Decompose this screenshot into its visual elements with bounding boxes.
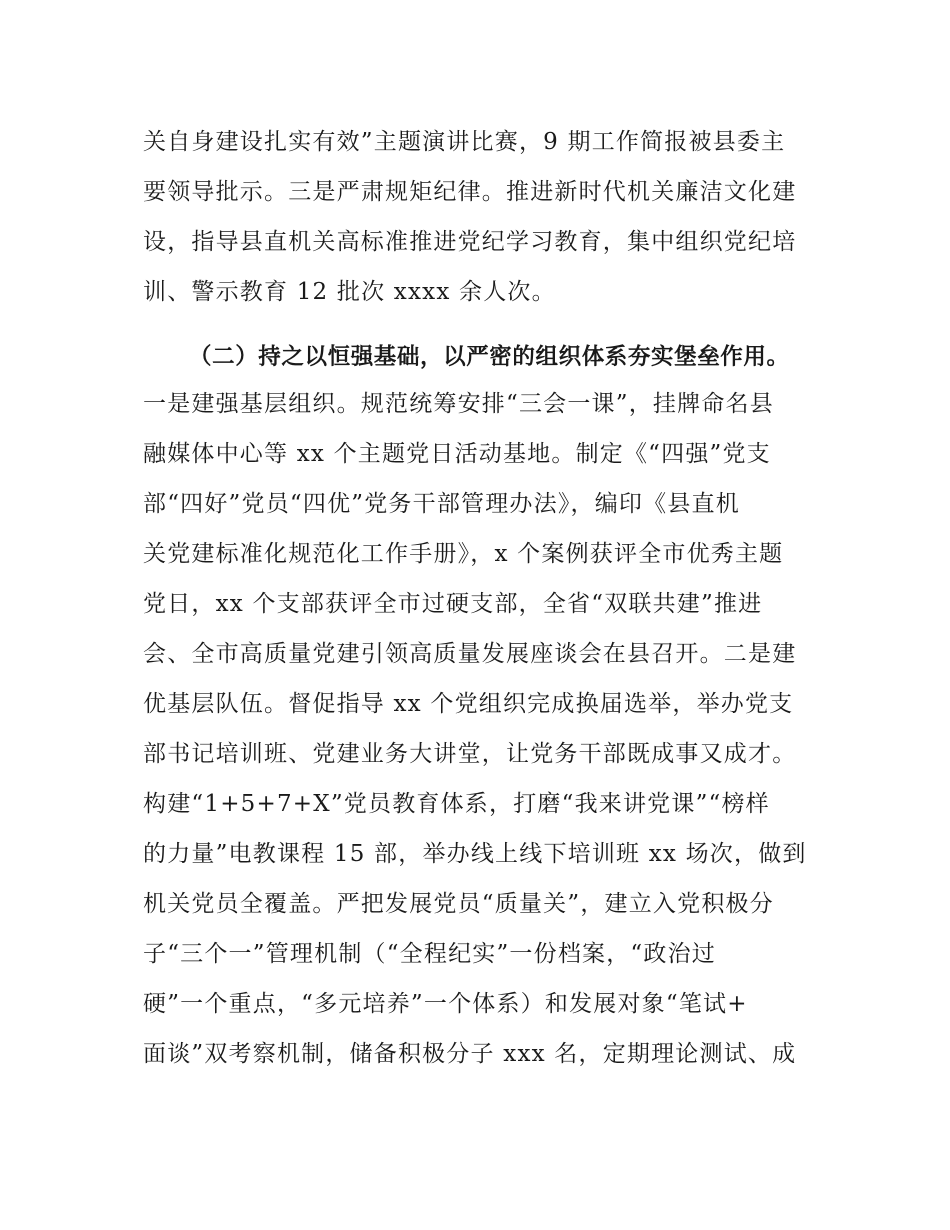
paragraph-2-line-14: 面谈”双考察机制，储备积极分子 xxx 名，定期理论测试、成: [143, 1041, 797, 1067]
paragraph-1-line-4: 训、警示教育 12 批次 xxxx 余人次。: [143, 279, 556, 305]
paragraph-2-line-3: 部“四好”党员“四优”党务干部管理办法》，编印《县直机: [143, 491, 740, 517]
paragraph-2-line-9: 构建“1+5+7+X”党员教育体系，打磨“我来讲党课”“榜样: [143, 791, 770, 817]
paragraph-2-line-5: 党日，xx 个支部获评全市过硬支部，全省“双联共建”推进: [143, 591, 763, 617]
paragraph-1-line-1: 关自身建设扎实有效”主题演讲比赛，9 期工作简报被县委主: [143, 129, 786, 155]
paragraph-2-line-2: 融媒体中心等 xx 个主题党日活动基地。制定《“四强”党支: [143, 441, 771, 467]
paragraph-1-line-2: 要领导批示。三是严肃规矩纪律。推进新时代机关廉洁文化建: [143, 179, 797, 205]
paragraph-2-line-4: 关党建标准化规范化工作手册》，x 个案例获评全市优秀主题: [143, 541, 784, 567]
paragraph-2-line-10: 的力量”电教课程 15 部，举办线上线下培训班 xx 场次，做到: [143, 841, 807, 867]
paragraph-2-line-12: 子“三个一”管理机制（“全程纪实”一份档案，“政治过: [143, 941, 716, 967]
paragraph-2-line-1: 一是建强基层组织。规范统筹安排“三会一课”，挂牌命名县: [143, 391, 774, 417]
paragraph-2-line-8: 部书记培训班、党建业务大讲堂，让党务干部既成事又成才。: [143, 741, 797, 767]
paragraph-2-line-6: 会、全市高质量党建引领高质量发展座谈会在县召开。二是建: [143, 641, 797, 667]
paragraph-1-line-3: 设，指导县直机关高标准推进党纪学习教育，集中组织党纪培: [143, 229, 797, 255]
paragraph-2-line-7: 优基层队伍。督促指导 xx 个党组织完成换届选举，举办党支: [143, 691, 794, 717]
paragraph-2-line-13: 硬”一个重点，“多元培养”一个体系）和发展对象“笔试+: [143, 991, 748, 1017]
section-heading: （二）持之以恒强基础，以严密的组织体系夯实堡垒作用。: [189, 344, 790, 370]
paragraph-2-line-11: 机关党员全覆盖。严把发展党员“质量关”，建立入党积极分: [143, 891, 774, 917]
